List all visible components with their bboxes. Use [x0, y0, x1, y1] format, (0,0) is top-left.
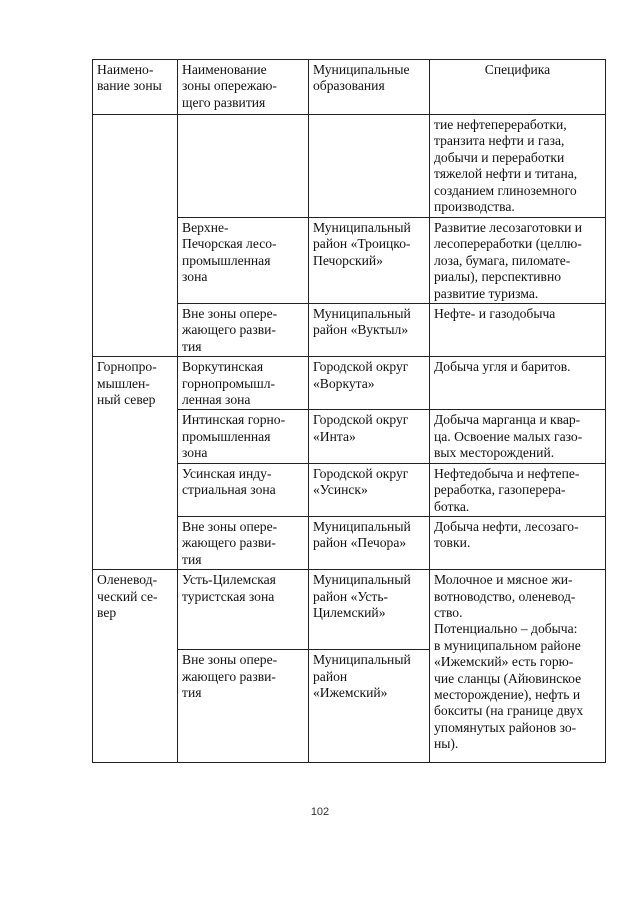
- table-row: [93, 570, 606, 650]
- table-row: [93, 115, 606, 218]
- advance-zone-cell: Вне зоны опере- жающего разви- тия: [178, 304, 309, 357]
- municipal-cell: Городской округ «Воркута»: [309, 357, 430, 410]
- municipal-cell: Муниципальный район «Вуктыл»: [309, 304, 430, 357]
- advance-zone-cell: Вне зоны опере- жающего разви- тия: [178, 516, 309, 569]
- advance-zone-cell: [178, 115, 309, 218]
- specifics-cell: Добыча угля и баритов.: [430, 357, 606, 410]
- municipal-cell: Муниципальный район «Троицко- Печорский»: [309, 218, 430, 304]
- specifics-cell: Развитие лесозаготовки и лесопереработки (целлю- лоза, бумага, пиломате- риалы), перспективно развитие туризма.: [430, 218, 606, 304]
- advance-zone-cell: Верхне- Печорская лесо- промышленная зона: [178, 218, 309, 304]
- zones-table: [92, 59, 606, 763]
- header-advance-zone: Наименование зоны опережаю- щего развития: [178, 60, 309, 115]
- header-specifics: Специфика: [430, 60, 606, 115]
- header-municipal: Муниципальные образования: [309, 60, 430, 115]
- advance-zone-cell: Воркутинская горнопромышл- ленная зона: [178, 357, 309, 410]
- table-header-row: [93, 60, 606, 115]
- advance-zone-cell: Усинская инду- стриальная зона: [178, 463, 309, 516]
- table-row: [93, 357, 606, 410]
- specifics-cell: Добыча марганца и квар- ца. Освоение малых газо- вых месторождений.: [430, 410, 606, 463]
- specifics-cell: Молочное и мясное жи- вотноводство, оленевод- ство. Потенциально – добыча: в муниципальном районе «Ижемский» есть горю- чие сланцы (Айювинское месторождение), нефть и бокситы (на границе двух упомянутых районов зо- ны).: [430, 570, 606, 763]
- specifics-cell: тие нефтепереработки, транзита нефти и газа, добычи и переработки тяжелой нефти и титана, созданием глиноземного производства.: [430, 115, 606, 218]
- municipal-cell: Муниципальный район «Печора»: [309, 516, 430, 569]
- municipal-cell: Муниципальный район «Ижемский»: [309, 650, 430, 763]
- municipal-cell: [309, 115, 430, 218]
- municipal-cell: Муниципальный район «Усть- Цилемский»: [309, 570, 430, 650]
- zone-cell: Оленевод- ческий се- вер: [93, 570, 178, 763]
- specifics-cell: Нефтедобыча и нефтепе- реработка, газоперера- ботка.: [430, 463, 606, 516]
- specifics-cell: Добыча нефти, лесозаго- товки.: [430, 516, 606, 569]
- header-zone-name: Наимено- вание зоны: [93, 60, 178, 115]
- zone-cell: [93, 115, 178, 357]
- page-number: 102: [310, 806, 330, 818]
- advance-zone-cell: Вне зоны опере- жающего разви- тия: [178, 650, 309, 763]
- advance-zone-cell: Интинская горно- промышленная зона: [178, 410, 309, 463]
- zone-cell: Горнопро- мышлен- ный север: [93, 357, 178, 570]
- specifics-cell: Нефте- и газодобыча: [430, 304, 606, 357]
- advance-zone-cell: Усть-Цилемская туристская зона: [178, 570, 309, 650]
- municipal-cell: Городской округ «Инта»: [309, 410, 430, 463]
- municipal-cell: Городской округ «Усинск»: [309, 463, 430, 516]
